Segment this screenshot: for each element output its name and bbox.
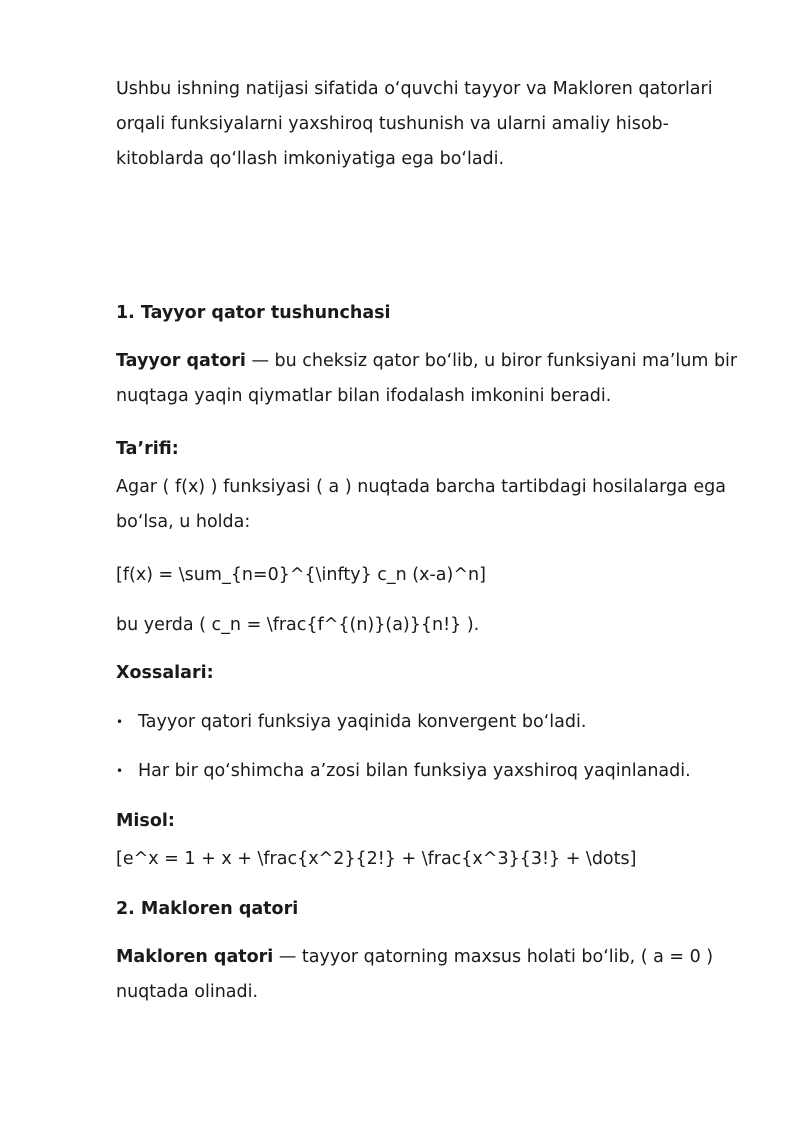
section-2-definition [116,940,746,1010]
definition-text: — tayyor qatorning maxsus holati bo‘lib, ( a = 0 ) [273,947,714,967]
definition-line-1 [116,940,746,975]
bullet-icon: • [116,715,124,729]
definition-text: — bu cheksiz qator bo‘lib, u biror funksiyani ma’lum bir [245,351,738,371]
list-item-text: Har bir qo‘shimcha a’zosi bilan funksiya yaxshiroq yaqinlanadi. [138,761,691,781]
misol-formula: [e^x = 1 + x + \frac{x^2}{2!} + \frac{x^3}{3!} + \dots] [116,849,637,869]
bullet-icon: • [116,764,124,778]
section-2-heading: 2. Makloren qatori [116,899,299,919]
definition-line-1 [116,344,746,379]
definition-term: Tayyor qatori [116,351,246,371]
list-item [116,754,738,789]
tarifi-line-2: bo‘lsa, u holda: [116,512,251,532]
intro-paragraph [116,72,746,177]
intro-line-2: orqali funksiyalarni yaxshiroq tushunish va ularni amaliy hisob- [116,114,669,134]
section-1-definition [116,344,746,414]
intro-line-1: Ushbu ishning natijasi sifatida o‘quvchi tayyor va Makloren qatorlari [116,79,713,99]
section-1-heading: 1. Tayyor qator tushunchasi [116,303,391,323]
tarifi-label: Ta’rifi: [116,439,179,459]
formula-coefficient: bu yerda ( c_n = \frac{f^{(n)}(a)}{n!} ). [116,615,480,635]
formula-sum: [f(x) = \sum_{n=0}^{\infty} c_n (x-a)^n] [116,565,486,585]
misol-label: Misol: [116,811,175,831]
list-item-text: Tayyor qatori funksiya yaqinida konvergent bo‘ladi. [138,712,587,732]
tarifi-line-1: Agar ( f(x) ) funksiyasi ( a ) nuqtada barcha tartibdagi hosilalarga ega [116,477,726,497]
intro-line-3: kitoblarda qo‘llash imkoniyatiga ega bo‘ladi. [116,149,505,169]
tarifi-paragraph [116,470,746,540]
list-item [116,705,738,740]
xossalari-label: Xossalari: [116,663,214,683]
definition-line-2: nuqtaga yaqin qiymatlar bilan ifodalash imkonini beradi. [116,386,612,406]
definition-term: Makloren qatori [116,947,274,967]
definition-line-2: nuqtada olinadi. [116,982,259,1002]
